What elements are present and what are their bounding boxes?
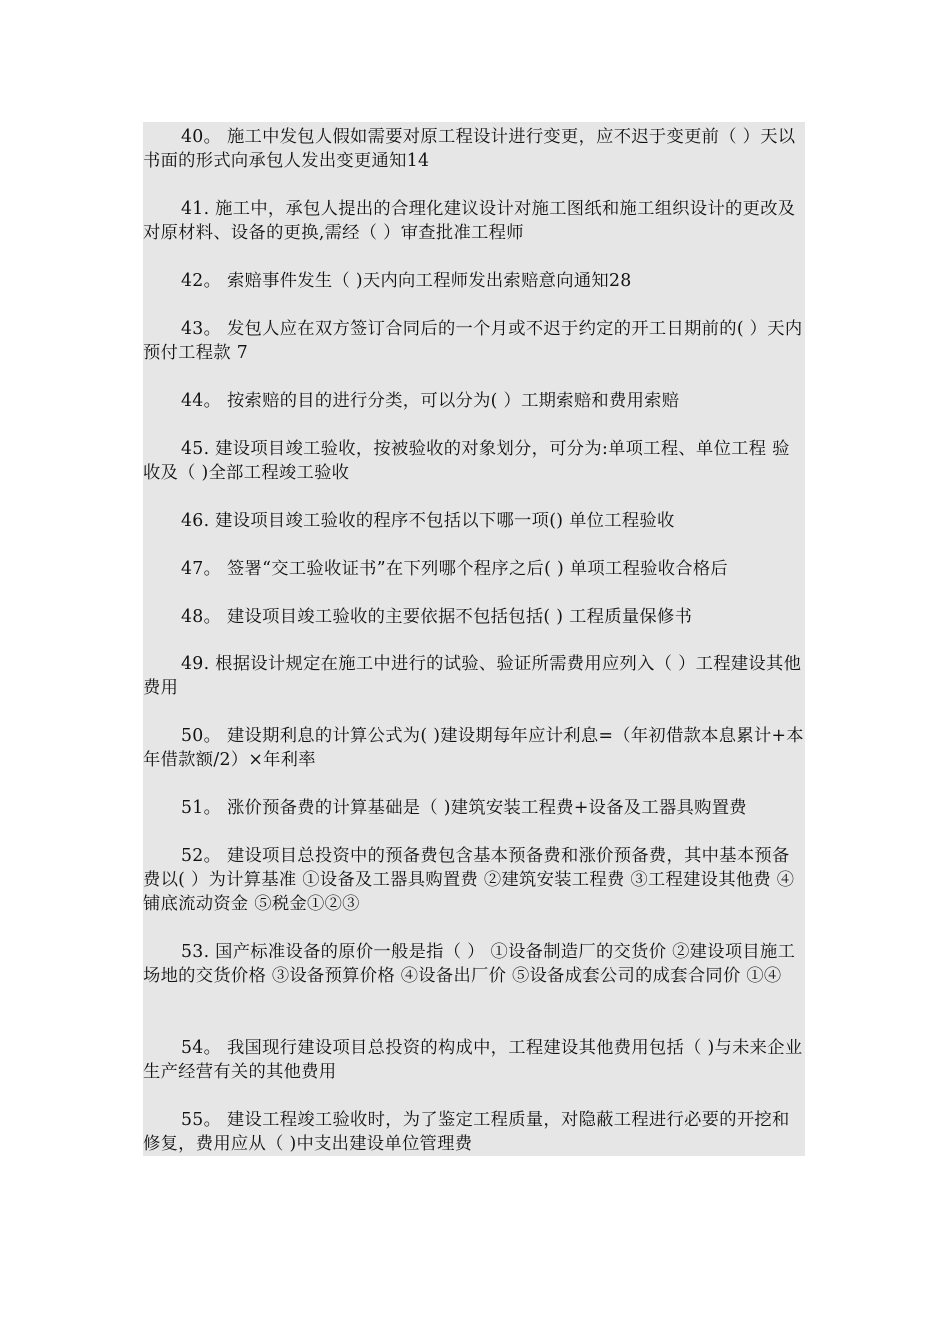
- question-53: 53. 国产标准设备的原价一般是指（ ） ①设备制造厂的交货价 ②建设项目施工场地的交货价格 ③设备预算价格 ④设备出厂价 ⑤设备成套公司的成套合同价 ①④: [143, 942, 796, 986]
- question-42: 42。 索赔事件发生（ )天内向工程师发出索赔意向通知28: [181, 271, 632, 291]
- question-49: 49. 根据设计规定在施工中进行的试验、验证所需费用应列入（ ）工程建设其他费用: [143, 654, 802, 698]
- question-48: 48。 建设项目竣工验收的主要依据不包括包括( ) 工程质量保修书: [181, 607, 693, 627]
- question-54: 54。 我国现行建设项目总投资的构成中，工程建设其他费用包括（ )与未来企业生产经营有关的其他费用: [143, 1038, 803, 1082]
- question-43: 43。 发包人应在双方签订合同后的一个月或不迟于约定的开工日期前的( ）天内预付工程款 7: [143, 319, 803, 363]
- question-52: 52。 建设项目总投资中的预备费包含基本预备费和涨价预备费，其中基本预备费以( ）为计算基准 ①设备及工器具购置费 ②建筑安装工程费 ③工程建设其他费 ④铺底流动资金 ⑤税金①②③: [143, 846, 795, 914]
- question-50: 50。 建设期利息的计算公式为( )建设期每年应计利息=（年初借款本息累计+本年借款额/2）×年利率: [143, 726, 804, 770]
- document-content-block: [143, 122, 805, 1156]
- question-44: 44。 按索赔的目的进行分类，可以分为( ）工期索赔和费用索赔: [181, 391, 680, 411]
- question-40: 40。 施工中发包人假如需要对原工程设计进行变更，应不迟于变更前（ ）天以书面的形式向承包人发出变更通知14: [143, 127, 796, 171]
- question-51: 51。 涨价预备费的计算基础是（ )建筑安装工程费+设备及工器具购置费: [181, 798, 747, 818]
- question-47: 47。 签署“交工验收证书”在下列哪个程序之后( ) 单项工程验收合格后: [181, 559, 729, 579]
- question-45: 45. 建设项目竣工验收，按被验收的对象划分，可分为:单项工程、单位工程 验收及（ )全部工程竣工验收: [143, 439, 790, 483]
- question-41: 41. 施工中，承包人提出的合理化建议设计对施工图纸和施工组织设计的更改及对原材料、设备的更换,需经（ ）审查批准工程师: [143, 199, 796, 243]
- question-55: 55。 建设工程竣工验收时，为了鉴定工程质量，对隐蔽工程进行必要的开挖和修复，费用应从（ )中支出建设单位管理费: [143, 1110, 790, 1154]
- question-46: 46. 建设项目竣工验收的程序不包括以下哪一项() 单位工程验收: [181, 511, 675, 531]
